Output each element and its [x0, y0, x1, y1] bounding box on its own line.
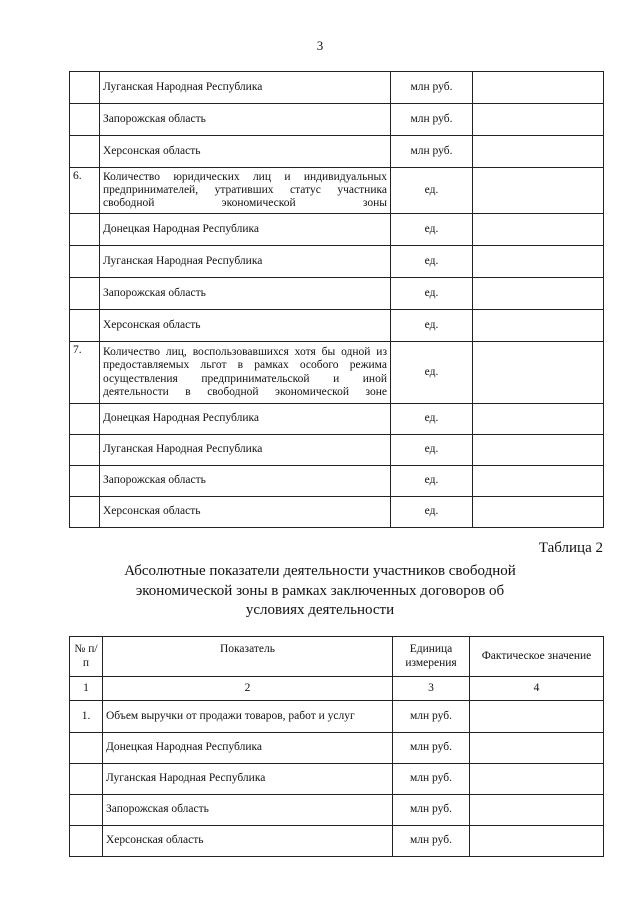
indicator-name: Донецкая Народная Республика [100, 404, 391, 435]
actual-value [473, 136, 604, 168]
table-row [70, 72, 604, 104]
table-row [70, 466, 604, 497]
header-number: № п/п [70, 637, 103, 677]
actual-value [470, 701, 604, 733]
header-actual-value: Фактическое значение [470, 637, 604, 677]
table-row [70, 435, 604, 466]
row-number [70, 435, 100, 466]
actual-value [473, 310, 604, 342]
table-row [70, 342, 604, 404]
actual-value [473, 214, 604, 246]
indicator-name: Запорожская область [103, 795, 393, 826]
unit-of-measure: ед. [391, 466, 473, 497]
unit-of-measure: ед. [391, 168, 473, 214]
row-number [70, 733, 103, 764]
actual-value [473, 404, 604, 435]
row-number [70, 404, 100, 435]
actual-value [470, 795, 604, 826]
unit-of-measure: ед. [391, 497, 473, 528]
actual-value [473, 278, 604, 310]
actual-value [473, 72, 604, 104]
actual-value [473, 168, 604, 214]
indicator-name: Запорожская область [100, 278, 391, 310]
row-number: 6. [70, 168, 100, 214]
table-row [70, 104, 604, 136]
indicator-name: Объем выручки от продажи товаров, работ и услуг [103, 701, 393, 733]
column-numbers-row [70, 677, 604, 701]
page-number: 3 [316, 38, 324, 53]
table-row [70, 278, 604, 310]
unit-of-measure: млн руб. [391, 104, 473, 136]
actual-value [470, 764, 604, 795]
actual-value [473, 435, 604, 466]
row-number: 7. [70, 342, 100, 404]
table-row [70, 733, 604, 764]
row-number: 1. [70, 701, 103, 733]
header-unit: Единица измерения [393, 637, 470, 677]
actual-value [473, 246, 604, 278]
indicator-name: Луганская Народная Республика [103, 764, 393, 795]
table-row [70, 168, 604, 214]
table-label: Таблица 2 [538, 540, 603, 556]
indicators-table-2 [69, 636, 604, 857]
unit-of-measure: ед. [391, 246, 473, 278]
indicator-name: Запорожская область [100, 466, 391, 497]
actual-value [470, 826, 604, 857]
indicator-name: Херсонская область [100, 497, 391, 528]
table-header-row [70, 637, 604, 677]
indicator-name: Донецкая Народная Республика [100, 214, 391, 246]
row-number [70, 136, 100, 168]
unit-of-measure: ед. [391, 342, 473, 404]
unit-of-measure: млн руб. [393, 826, 470, 857]
table-row [70, 214, 604, 246]
unit-of-measure: ед. [391, 214, 473, 246]
row-number [70, 497, 100, 528]
row-number [70, 826, 103, 857]
table-row [70, 701, 604, 733]
unit-of-measure: ед. [391, 278, 473, 310]
column-number: 4 [470, 677, 604, 701]
unit-of-measure: млн руб. [393, 764, 470, 795]
indicator-name: Количество юридических лиц и индивидуальных предпринимателей, утративших статус участника свободной экономической зоны [100, 168, 391, 214]
unit-of-measure: млн руб. [393, 733, 470, 764]
indicator-name: Луганская Народная Республика [100, 72, 391, 104]
indicator-name: Луганская Народная Республика [100, 246, 391, 278]
actual-value [473, 342, 604, 404]
row-number [70, 278, 100, 310]
unit-of-measure: млн руб. [391, 72, 473, 104]
indicator-name: Херсонская область [103, 826, 393, 857]
row-number [70, 795, 103, 826]
unit-of-measure: ед. [391, 435, 473, 466]
table-row [70, 497, 604, 528]
unit-of-measure: млн руб. [393, 795, 470, 826]
table-title: Абсолютные показатели деятельности участников свободной экономической зоны в рамках заключенных договоров об условиях деятельности [124, 563, 516, 618]
actual-value [470, 733, 604, 764]
row-number [70, 214, 100, 246]
table-row [70, 246, 604, 278]
actual-value [473, 497, 604, 528]
header-indicator: Показатель [103, 637, 393, 677]
table-row [70, 310, 604, 342]
indicator-name: Запорожская область [100, 104, 391, 136]
row-number [70, 764, 103, 795]
table-row [70, 404, 604, 435]
table-row [70, 136, 604, 168]
row-number [70, 466, 100, 497]
table-row [70, 764, 604, 795]
table-row [70, 795, 604, 826]
indicator-name: Луганская Народная Республика [100, 435, 391, 466]
indicator-name: Количество лиц, воспользовавшихся хотя бы одной из предоставляемых льгот в рамках особого режима осуществления предпринимательской и иной деятельности в свободной экономической зоне [100, 342, 391, 404]
actual-value [473, 466, 604, 497]
unit-of-measure: ед. [391, 310, 473, 342]
unit-of-measure: млн руб. [391, 136, 473, 168]
unit-of-measure: млн руб. [393, 701, 470, 733]
indicators-table-1 [69, 71, 604, 528]
indicator-name: Херсонская область [100, 310, 391, 342]
indicator-name: Херсонская область [100, 136, 391, 168]
indicator-name: Донецкая Народная Республика [103, 733, 393, 764]
row-number [70, 104, 100, 136]
column-number: 3 [393, 677, 470, 701]
row-number [70, 246, 100, 278]
table-row [70, 826, 604, 857]
column-number: 2 [103, 677, 393, 701]
unit-of-measure: ед. [391, 404, 473, 435]
row-number [70, 72, 100, 104]
actual-value [473, 104, 604, 136]
row-number [70, 310, 100, 342]
column-number: 1 [70, 677, 103, 701]
